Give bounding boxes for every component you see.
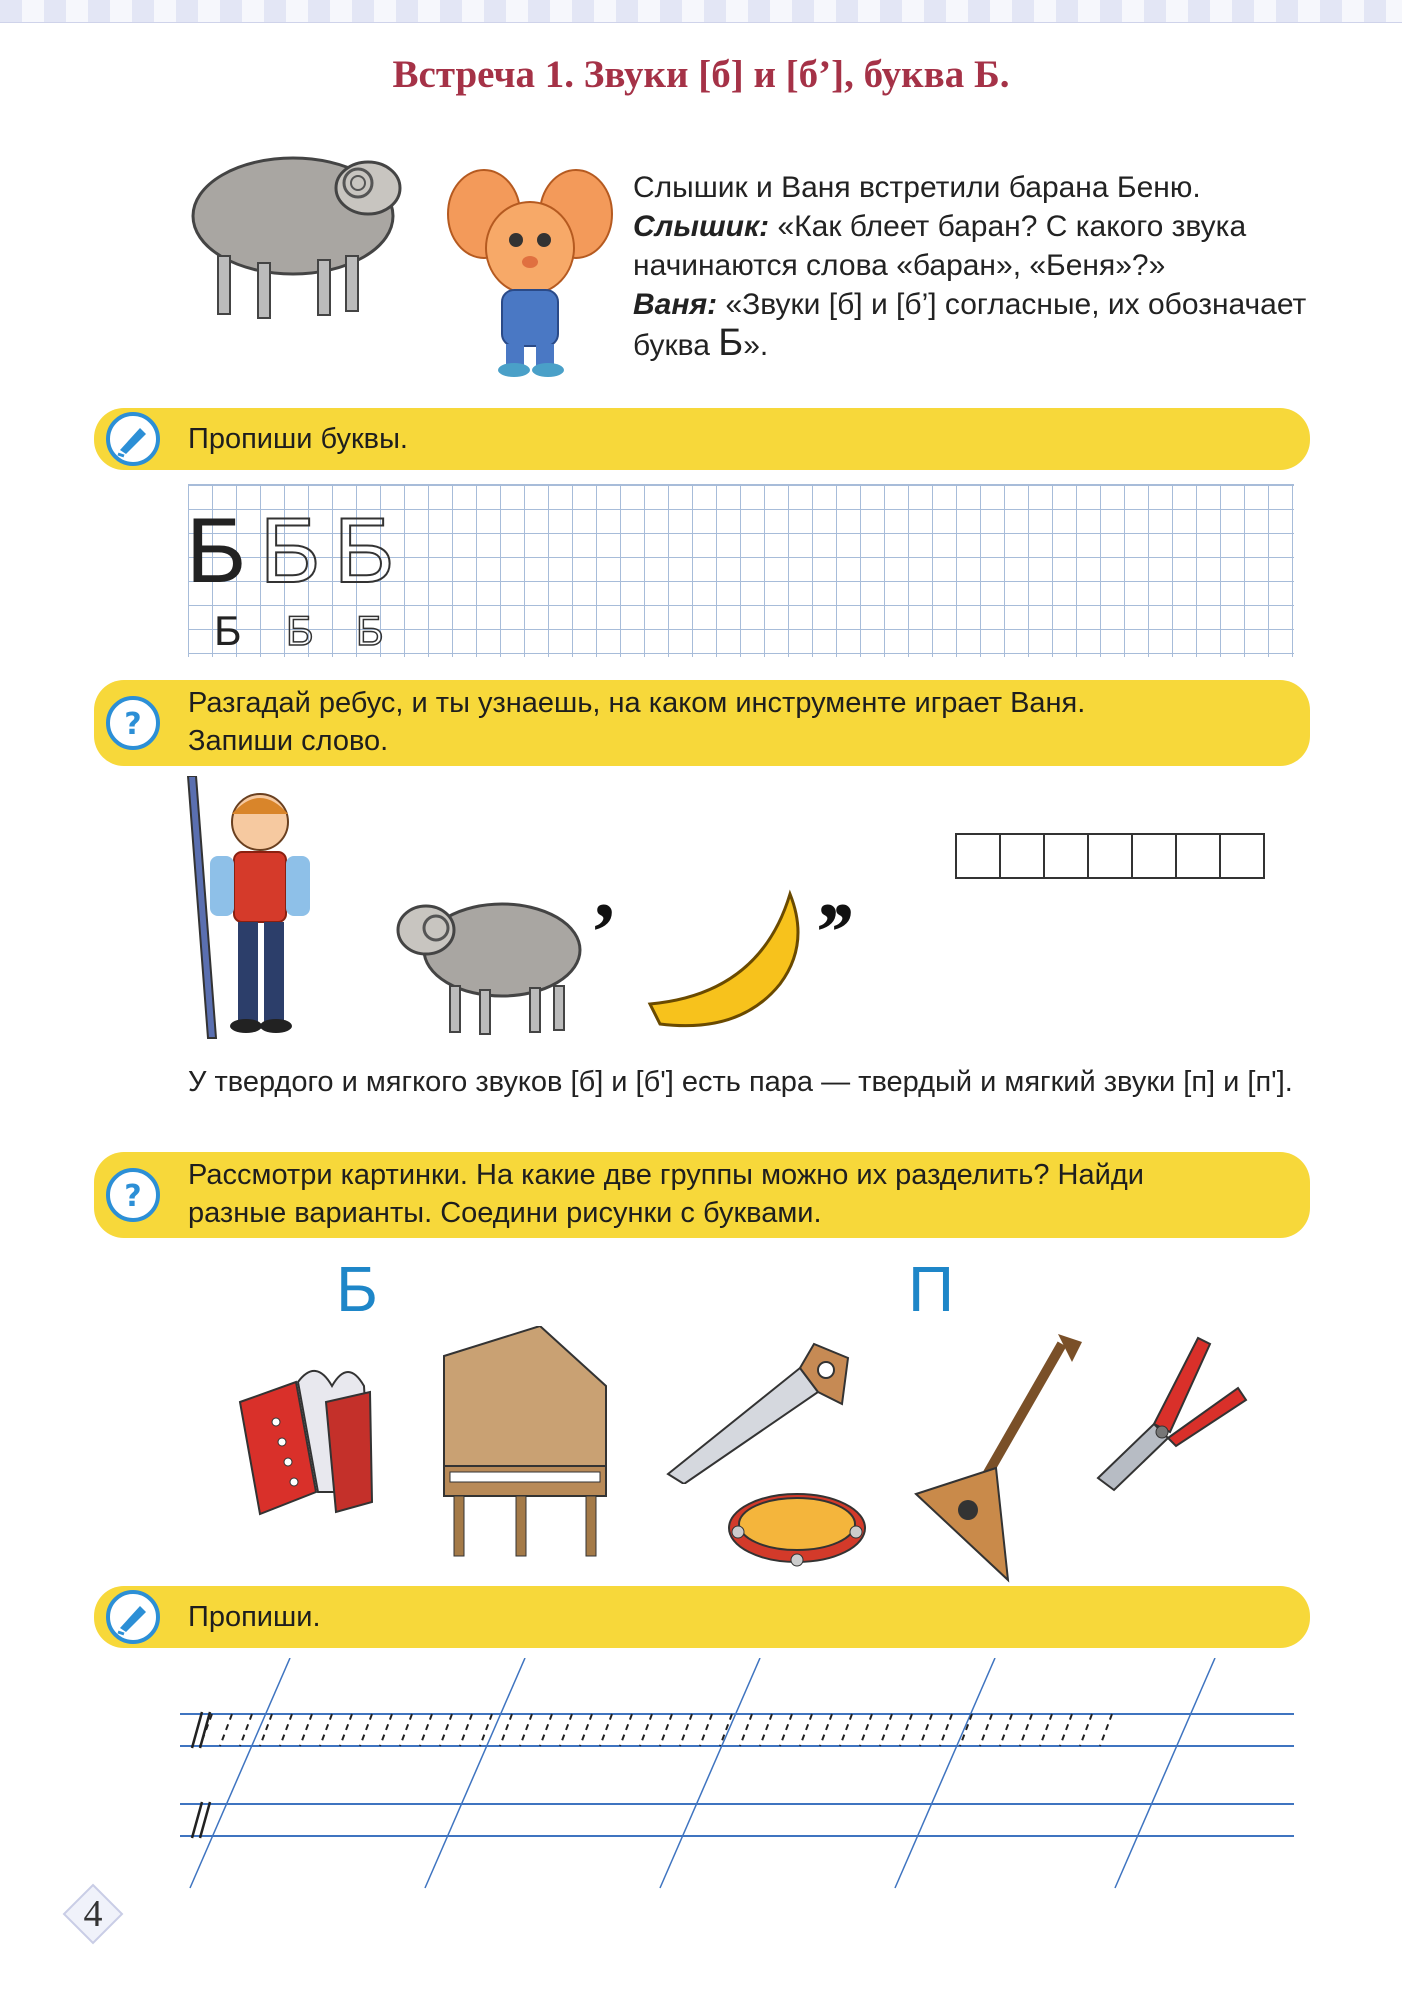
answer-box[interactable] <box>955 833 1001 879</box>
task-text: Пропиши буквы. <box>188 423 408 455</box>
practice-letter-big-dashed: Б <box>334 500 395 602</box>
speaker-vanya: Ваня: <box>633 288 718 321</box>
page-number: 4 <box>83 1893 103 1935</box>
page-title: Встреча 1. Звуки [б] и [б’], буква Б. <box>392 53 1010 96</box>
practice-letter-small-dashed: Б <box>356 607 384 654</box>
saw-illustration <box>664 1334 850 1484</box>
answer-boxes[interactable] <box>955 833 1263 879</box>
task-bar-write <box>94 1586 1310 1648</box>
answer-box[interactable] <box>1087 833 1133 879</box>
handwriting-practice-lines <box>180 1658 1300 1890</box>
pliers-illustration <box>1088 1328 1254 1492</box>
slyshik-character-illustration <box>444 162 614 382</box>
task-text: Рассмотри картинки. На какие две группы можно их разделить? Найди <box>188 1159 1144 1191</box>
answer-box[interactable] <box>1175 833 1221 879</box>
practice-letter-big-dashed: Б <box>260 500 321 602</box>
svg-text:?: ? <box>124 707 142 742</box>
practice-letter-big: Б <box>186 500 247 602</box>
writing-hand-icon <box>106 1590 160 1644</box>
answer-box[interactable] <box>1043 833 1089 879</box>
rebus-comma: , <box>594 843 615 936</box>
accordion-illustration <box>236 1362 376 1522</box>
speaker-vanya-text: «Звуки [б] и [б’] согласные, их обозначает буква <box>633 288 1307 362</box>
task-bar-write-letters <box>94 408 1310 470</box>
task-text: Пропиши. <box>188 1601 321 1633</box>
svg-text:?: ? <box>124 1179 142 1214</box>
answer-box[interactable] <box>1131 833 1177 879</box>
intro-line: Слышик и Ваня встретили барана Беню. <box>633 171 1201 204</box>
tambourine-illustration <box>724 1488 870 1568</box>
speaker-slyshik-text: «Как блеет баран? С какого звука начинаются слова «баран», «Беня»?» <box>633 210 1247 282</box>
task-bar-rebus <box>94 680 1310 766</box>
balalaika-illustration <box>912 1334 1086 1584</box>
task-text: Запиши слово. <box>188 725 389 757</box>
group-letter-b: Б <box>336 1253 378 1325</box>
task-text: разные варианты. Соедини рисунки с буквами. <box>188 1197 822 1229</box>
sheep-illustration <box>178 138 428 328</box>
big-letter: Б <box>718 322 744 364</box>
task-text: Разгадай ребус, и ты узнаешь, на каком инструменте играет Ваня. <box>188 687 1086 719</box>
rebus-double-comma: ,, <box>818 843 848 936</box>
decorative-top-border <box>0 0 1402 23</box>
question-icon <box>106 696 160 750</box>
practice-letter-small: Б <box>214 607 242 654</box>
intro-dialogue <box>633 168 1333 365</box>
banana-illustration <box>640 884 810 1034</box>
boy-with-pencil-illustration <box>180 776 340 1048</box>
group-letter-p: П <box>908 1253 954 1325</box>
speaker-vanya-text-end: ». <box>743 329 769 362</box>
practice-letter-small-dashed: Б <box>286 607 314 654</box>
writing-hand-icon <box>106 412 160 466</box>
paragraph-sound-pairs: У твердого и мягкого звуков [б] и [б'] есть пара — твердый и мягкий звуки [п] и [п']. <box>188 1066 1293 1098</box>
sheep-illustration <box>390 890 590 1040</box>
harpsichord-illustration <box>436 1326 612 1560</box>
answer-box[interactable] <box>999 833 1045 879</box>
answer-box[interactable] <box>1219 833 1265 879</box>
question-icon <box>106 1168 160 1222</box>
task-bar-groups <box>94 1152 1310 1238</box>
speaker-slyshik: Слышик: <box>633 210 770 243</box>
